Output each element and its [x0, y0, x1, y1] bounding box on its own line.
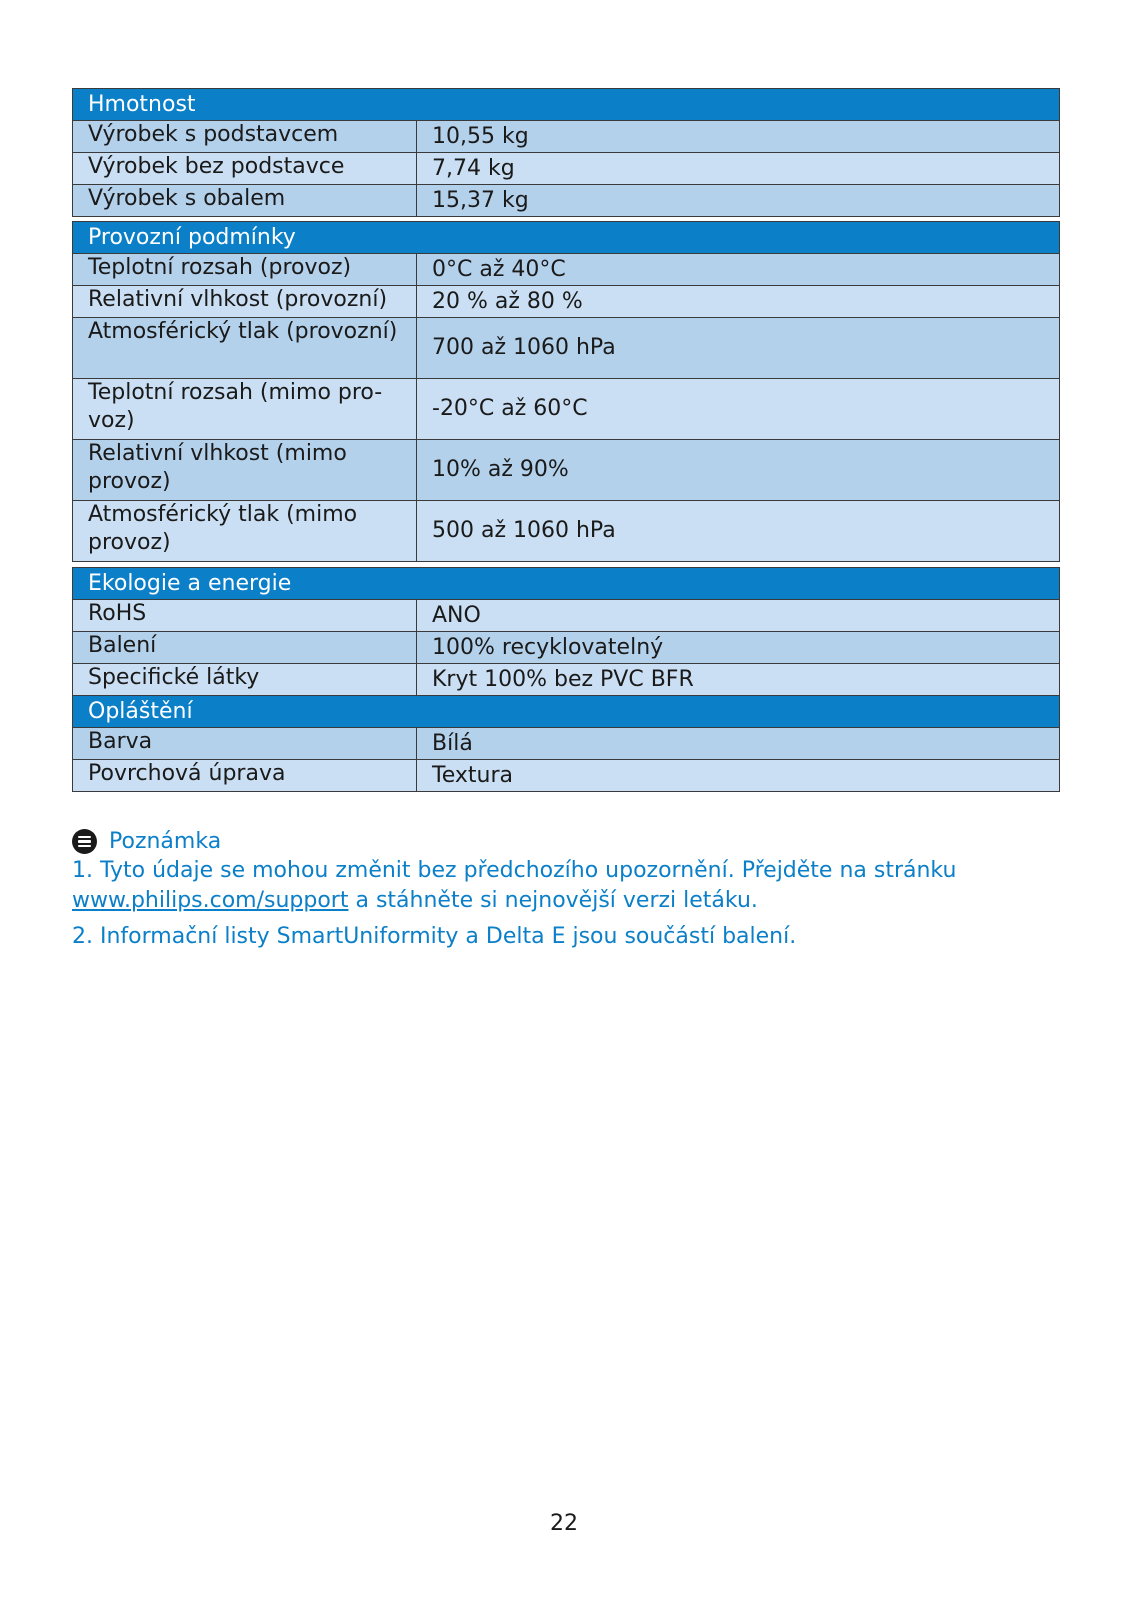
note-item-1-suffix: a stáhněte si nejnovější verzi letáku.	[348, 888, 758, 913]
row-label: Teplotní rozsah (provoz)	[73, 254, 417, 286]
row-label: Výrobek s podstavcem	[73, 121, 417, 153]
row-value: 20 % až 80 %	[417, 286, 1060, 318]
operating-conditions-table	[72, 221, 1060, 562]
table-row	[73, 664, 1060, 696]
ecology-and-cabinet-table	[72, 567, 1060, 792]
row-value: 700 až 1060 hPa	[417, 318, 1060, 379]
table-row	[73, 760, 1060, 792]
table-row	[73, 286, 1060, 318]
table-row	[73, 254, 1060, 286]
note-title: Poznámka	[109, 828, 222, 854]
row-value: Textura	[417, 760, 1060, 792]
table-row	[73, 440, 1060, 501]
section-title: Provozní podmínky	[73, 222, 1060, 254]
row-value: 15,37 kg	[417, 185, 1060, 217]
weight-table	[72, 88, 1060, 217]
row-label: Teplotní rozsah (mimo pro-voz)	[73, 379, 417, 440]
row-label: Povrchová úprava	[73, 760, 417, 792]
row-label: Relativní vlhkost (provozní)	[73, 286, 417, 318]
row-label: Atmosférický tlak (mimo provoz)	[73, 501, 417, 562]
note-item-1	[72, 856, 1062, 916]
row-label: Atmosférický tlak (provozní)	[73, 318, 417, 379]
section-title: Opláštění	[73, 696, 1060, 728]
table-row	[73, 153, 1060, 185]
row-value: Bílá	[417, 728, 1060, 760]
table-row	[73, 501, 1060, 562]
row-label: Balení	[73, 632, 417, 664]
section-header	[73, 568, 1060, 600]
row-value: 100% recyklovatelný	[417, 632, 1060, 664]
row-label: RoHS	[73, 600, 417, 632]
row-label: Specifické látky	[73, 664, 417, 696]
section-header	[73, 222, 1060, 254]
row-value: 10% až 90%	[417, 440, 1060, 501]
note-item-2: 2. Informační listy SmartUniformity a Delta E jsou součástí balení.	[72, 924, 797, 949]
row-value: 7,74 kg	[417, 153, 1060, 185]
table-row	[73, 121, 1060, 153]
row-value: 500 až 1060 hPa	[417, 501, 1060, 562]
page-number: 22	[550, 1511, 578, 1536]
row-value: 0°C až 40°C	[417, 254, 1060, 286]
table-row	[73, 632, 1060, 664]
row-value: ANO	[417, 600, 1060, 632]
row-label: Výrobek bez podstavce	[73, 153, 417, 185]
row-value: Kryt 100% bez PVC BFR	[417, 664, 1060, 696]
table-row	[73, 318, 1060, 379]
note-icon	[72, 829, 97, 854]
table-row	[73, 728, 1060, 760]
row-label: Barva	[73, 728, 417, 760]
row-value: -20°C až 60°C	[417, 379, 1060, 440]
row-value: 10,55 kg	[417, 121, 1060, 153]
section-header	[73, 696, 1060, 728]
table-row	[73, 185, 1060, 217]
section-header	[73, 89, 1060, 121]
section-title: Hmotnost	[73, 89, 1060, 121]
table-row	[73, 379, 1060, 440]
note-header	[72, 826, 1062, 856]
row-label: Výrobek s obalem	[73, 185, 417, 217]
section-title: Ekologie a energie	[73, 568, 1060, 600]
row-label: Relativní vlhkost (mimo provoz)	[73, 440, 417, 501]
note-item-1-text: 1. Tyto údaje se mohou změnit bez předchozího upozornění. Přejděte na stránku	[72, 858, 957, 883]
note-section	[72, 826, 1062, 952]
support-link[interactable]: www.philips.com/support	[72, 888, 349, 913]
table-row	[73, 600, 1060, 632]
